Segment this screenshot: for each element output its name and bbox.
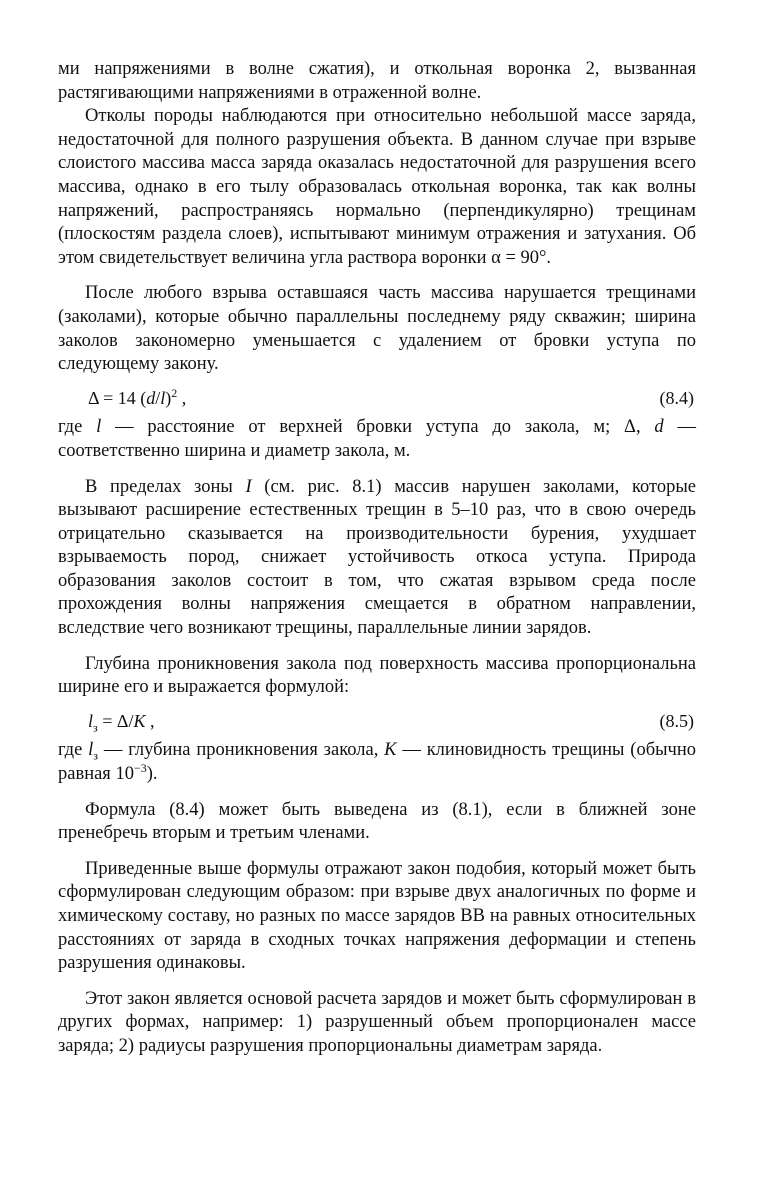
page-text — [58, 58, 696, 1059]
paragraph-7: где $l_з$ — глубина проникновения закола, K — клиновидность трещины (обычно равная $10^{-3}$). — [58, 740, 696, 785]
paragraph-8: Формула (8.4) может быть выведена из (8.1), если в ближней зоне пренебречь вторым и третьим членами. — [58, 799, 696, 844]
paragraph-3: После любого взрыва оставшаяся часть массива нарушается трещинами (заколами), которые обычно параллельны последнему ряду скважин; ширина заколов закономерно уменьшается с удалением от бровки уступа по следующему закону. — [58, 283, 696, 375]
paragraph-10: Этот закон является основой расчета зарядов и может быть сформулирован в других формах, например: 1) разрушенный объем пропорционален массе заряда; 2) радиусы разрушения пропорциональны диаметрам заряда. — [58, 988, 696, 1056]
formula-8-5-number: (8.5) — [659, 710, 694, 731]
paragraph-1: ми напряжениями в волне сжатия), и откольная воронка 2, вызванная растягивающими напряжениями в отраженной волне. — [58, 59, 696, 103]
paragraph-2: Отколы породы наблюдаются при относительно небольшой массе заряда, недостаточной для полного разрушения объекта. В данном случае при взрыве слоистого массива масса заряда оказалась недостаточной для разрушения всего массива, однако в его тылу образовалась откольная воронка, так как волны напряжений, распространяясь нормально (перпендикулярно) трещинам (плоскостям раздела слоев), испытывают минимум отражения и затухания. Об этом свидетельствует величина угла раствора воронки α = 90°. — [58, 106, 696, 268]
formula-8-5 — [58, 710, 696, 734]
formula-8-4 — [58, 387, 696, 411]
formula-8-5-expression: $l_з = \Delta/K$ , — [88, 710, 155, 735]
paragraph-6: Глубина проникновения закола под поверхность массива пропорциональна ширине его и выражается формулой: — [58, 653, 696, 698]
formula-8-4-number: (8.4) — [659, 387, 694, 408]
paragraph-4: где l — расстояние от верхней бровки уступа до закола, м; Δ, d — соответственно ширина и диаметр закола, м. — [58, 417, 696, 461]
paragraph-9: Приведенные выше формулы отражают закон подобия, который может быть сформулирован следующим образом: при взрыве двух аналогичных по форме и химическому составу, но разных по массе зарядов ВВ на равных относительных расстояниях от заряда в сходных точках напряжения деформации и степень разрушения одинаковы. — [58, 858, 696, 974]
formula-8-4-expression: Δ = 14 $(d/l)^2$ , — [88, 385, 187, 408]
paragraph-5: В пределах зоны I (см. рис. 8.1) массив нарушен заколами, которые вызывают расширение естественных трещин в 5–10 раз, что в свою очередь отрицательно сказывается на производительности бурения, ухудшает взрываемость пород, снижает устойчивость откоса уступа. Природа образования заколов состоит в том, что сжатая взрывом среда после прохождения волны напряжения смещается в обратном направлении, вследствие чего возникают трещины, параллельные линии зарядов. — [58, 476, 696, 639]
